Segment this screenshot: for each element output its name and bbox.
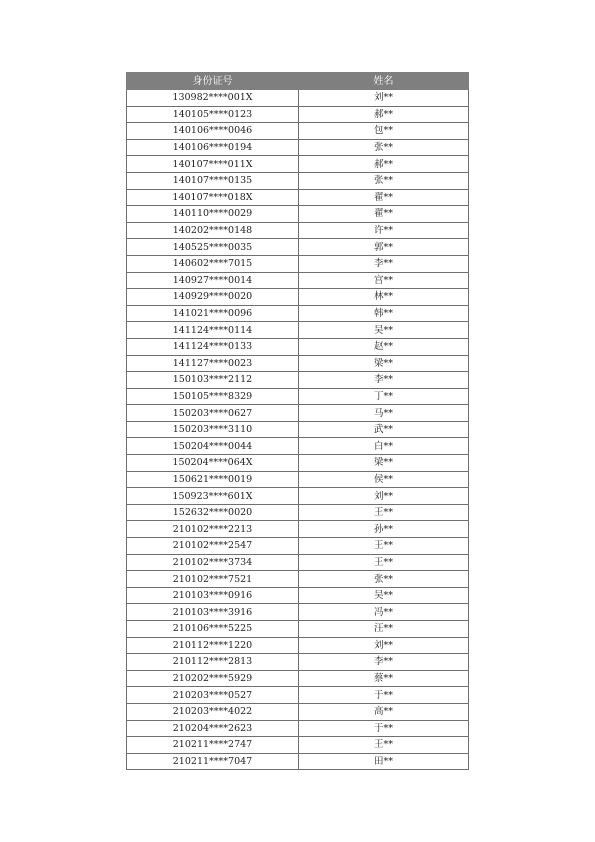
name-cell: 吴** (299, 322, 469, 339)
table-row (127, 189, 469, 206)
table-row (127, 703, 469, 720)
id-number-cell: 140107****018X (127, 189, 299, 206)
id-number-cell: 141021****0096 (127, 305, 299, 322)
table-row (127, 255, 469, 272)
name-cell: 李** (299, 255, 469, 272)
id-number-cell: 140929****0020 (127, 289, 299, 306)
name-cell: 王** (299, 554, 469, 571)
name-cell: 张** (299, 139, 469, 156)
table-row (127, 405, 469, 422)
id-number-cell: 210202****5929 (127, 670, 299, 687)
name-cell: 李** (299, 654, 469, 671)
name-cell: 孙** (299, 521, 469, 538)
table-row (127, 687, 469, 704)
name-cell: 郝** (299, 156, 469, 173)
table-row (127, 521, 469, 538)
table-row (127, 305, 469, 322)
id-number-cell: 140106****0046 (127, 123, 299, 140)
name-cell: 翟** (299, 189, 469, 206)
table-row (127, 637, 469, 654)
id-number-cell: 130982****001X (127, 90, 299, 107)
table-row (127, 421, 469, 438)
table-row (127, 737, 469, 754)
table-row (127, 621, 469, 638)
id-number-cell: 210203****4022 (127, 703, 299, 720)
table-row (127, 272, 469, 289)
name-cell: 翟** (299, 206, 469, 223)
id-number-cell: 210103****0916 (127, 587, 299, 604)
name-cell: 林** (299, 289, 469, 306)
name-cell: 包** (299, 123, 469, 140)
id-number-cell: 210103****3916 (127, 604, 299, 621)
table-row (127, 289, 469, 306)
table-row (127, 206, 469, 223)
id-number-cell: 210102****7521 (127, 571, 299, 588)
id-name-table (126, 72, 469, 770)
name-cell: 赵** (299, 338, 469, 355)
name-cell: 梁** (299, 455, 469, 472)
table-row (127, 139, 469, 156)
name-cell: 于** (299, 720, 469, 737)
name-cell: 丁** (299, 388, 469, 405)
id-number-cell: 140107****011X (127, 156, 299, 173)
id-number-cell: 210102****3734 (127, 554, 299, 571)
header-id-number: 身份证号 (127, 73, 299, 90)
id-number-cell: 210211****2747 (127, 737, 299, 754)
name-cell: 王** (299, 737, 469, 754)
id-number-cell: 210112****1220 (127, 637, 299, 654)
name-cell: 蔡** (299, 670, 469, 687)
id-number-cell: 141124****0114 (127, 322, 299, 339)
table-row (127, 372, 469, 389)
header-name: 姓名 (299, 73, 469, 90)
id-number-cell: 210203****0527 (127, 687, 299, 704)
name-cell: 刘** (299, 488, 469, 505)
table-row (127, 587, 469, 604)
id-number-cell: 210204****2623 (127, 720, 299, 737)
name-cell: 李** (299, 372, 469, 389)
id-name-table-container (126, 72, 468, 770)
name-cell: 吴** (299, 587, 469, 604)
name-cell: 刘** (299, 637, 469, 654)
name-cell: 武** (299, 421, 469, 438)
table-row (127, 239, 469, 256)
table-row (127, 388, 469, 405)
id-number-cell: 150621****0019 (127, 471, 299, 488)
name-cell: 梁** (299, 355, 469, 372)
table-row (127, 571, 469, 588)
id-number-cell: 140602****7015 (127, 255, 299, 272)
table-row (127, 355, 469, 372)
id-number-cell: 150203****0627 (127, 405, 299, 422)
table-row (127, 488, 469, 505)
id-number-cell: 150204****064X (127, 455, 299, 472)
table-row (127, 604, 469, 621)
id-number-cell: 210211****7047 (127, 753, 299, 770)
name-cell: 王** (299, 504, 469, 521)
id-number-cell: 150105****8329 (127, 388, 299, 405)
name-cell: 白** (299, 438, 469, 455)
id-number-cell: 140525****0035 (127, 239, 299, 256)
table-row (127, 720, 469, 737)
name-cell: 张** (299, 172, 469, 189)
id-number-cell: 140927****0014 (127, 272, 299, 289)
name-cell: 许** (299, 222, 469, 239)
name-cell: 王** (299, 538, 469, 555)
table-row (127, 156, 469, 173)
table-row (127, 90, 469, 107)
table-row (127, 222, 469, 239)
id-number-cell: 140107****0135 (127, 172, 299, 189)
table-row (127, 322, 469, 339)
name-cell: 高** (299, 703, 469, 720)
table-body (127, 90, 469, 770)
name-cell: 马** (299, 405, 469, 422)
name-cell: 郝** (299, 106, 469, 123)
table-row (127, 106, 469, 123)
name-cell: 汪** (299, 621, 469, 638)
id-number-cell: 150923****601X (127, 488, 299, 505)
name-cell: 刘** (299, 90, 469, 107)
name-cell: 冯** (299, 604, 469, 621)
table-header (127, 73, 469, 90)
id-number-cell: 140202****0148 (127, 222, 299, 239)
table-row (127, 554, 469, 571)
table-row (127, 455, 469, 472)
name-cell: 宫** (299, 272, 469, 289)
id-number-cell: 140106****0194 (127, 139, 299, 156)
name-cell: 韩** (299, 305, 469, 322)
name-cell: 田** (299, 753, 469, 770)
id-number-cell: 210112****2813 (127, 654, 299, 671)
name-cell: 张** (299, 571, 469, 588)
name-cell: 郭** (299, 239, 469, 256)
table-row (127, 538, 469, 555)
header-row (127, 73, 469, 90)
id-number-cell: 141124****0133 (127, 338, 299, 355)
id-number-cell: 150103****2112 (127, 372, 299, 389)
name-cell: 侯** (299, 471, 469, 488)
id-number-cell: 150204****0044 (127, 438, 299, 455)
name-cell: 于** (299, 687, 469, 704)
table-row (127, 471, 469, 488)
id-number-cell: 210106****5225 (127, 621, 299, 638)
id-number-cell: 140110****0029 (127, 206, 299, 223)
table-row (127, 123, 469, 140)
table-row (127, 753, 469, 770)
table-row (127, 438, 469, 455)
table-row (127, 338, 469, 355)
id-number-cell: 150203****3110 (127, 421, 299, 438)
id-number-cell: 140105****0123 (127, 106, 299, 123)
id-number-cell: 210102****2547 (127, 538, 299, 555)
id-number-cell: 152632****0020 (127, 504, 299, 521)
table-row (127, 504, 469, 521)
table-row (127, 670, 469, 687)
table-row (127, 654, 469, 671)
id-number-cell: 210102****2213 (127, 521, 299, 538)
table-row (127, 172, 469, 189)
id-number-cell: 141127****0023 (127, 355, 299, 372)
